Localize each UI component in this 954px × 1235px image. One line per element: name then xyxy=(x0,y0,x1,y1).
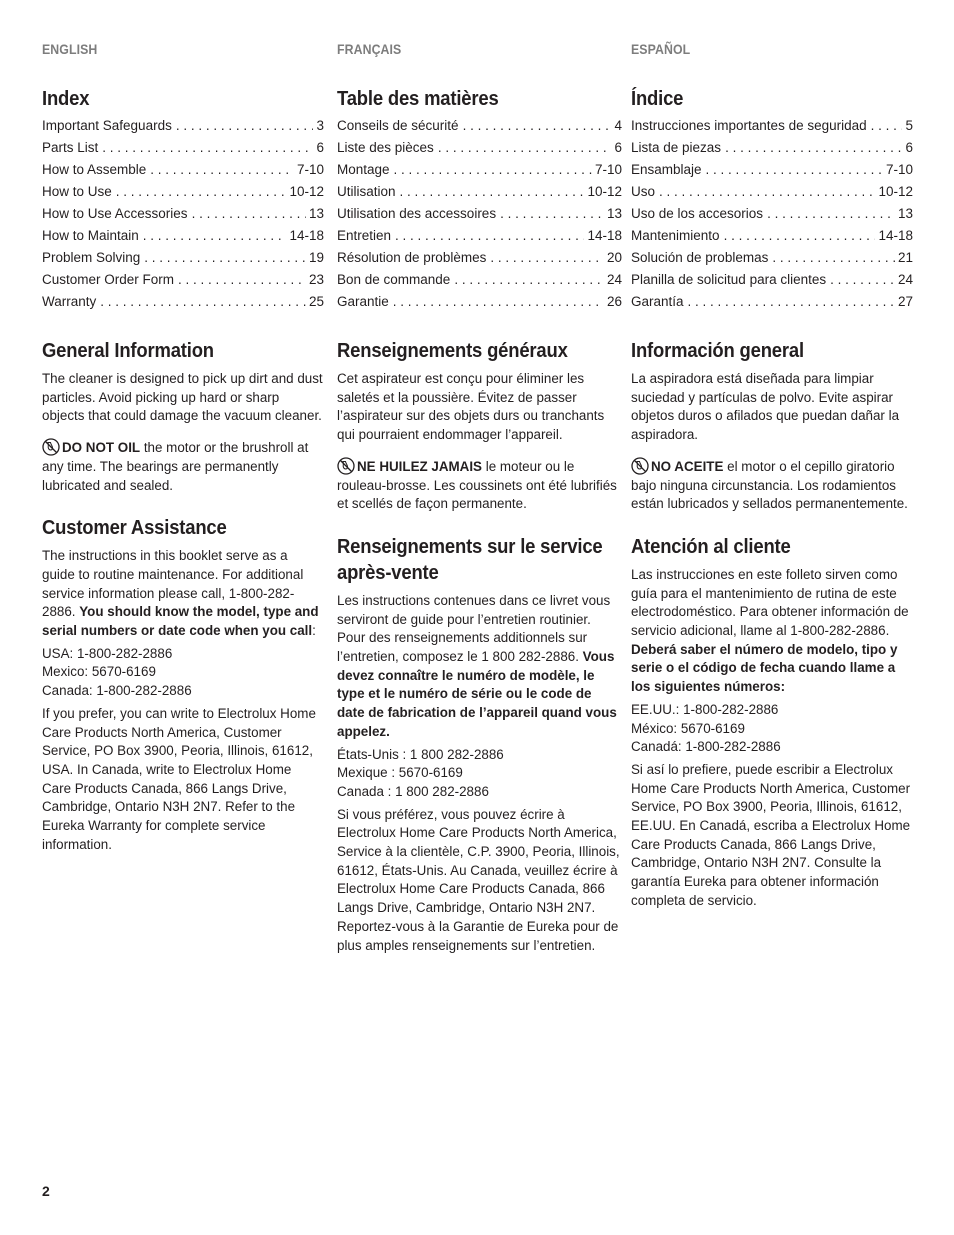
toc-item[interactable]: Warranty . . . 25 xyxy=(42,291,324,313)
section-title: Información general xyxy=(631,339,804,362)
table-of-contents xyxy=(42,115,324,313)
general-information-section xyxy=(42,338,324,495)
phone-list: EE.UU.: 1-800-282-2886 México: 5670-6169 Canadá: 1-800-282-2886 xyxy=(631,701,781,755)
toc-item[interactable]: How to Use . . . 10-12 xyxy=(42,181,324,203)
section-title: Atención al cliente xyxy=(631,534,791,558)
toc-item[interactable]: Important Safeguards . . . 3 xyxy=(42,115,324,137)
toc-item[interactable]: Mantenimiento . . . 14-18 xyxy=(631,225,913,247)
section-title: Renseignements généraux xyxy=(337,339,568,362)
toc-item[interactable]: Uso . . . 10-12 xyxy=(631,181,913,203)
column-english xyxy=(42,38,324,866)
customer-assistance-section xyxy=(337,534,622,955)
index-title: Table des matières xyxy=(337,87,499,110)
toc-item[interactable]: Garantie . . . 26 xyxy=(337,291,622,313)
column-french xyxy=(337,38,622,967)
toc-item[interactable]: Solución de problemas . . . 21 xyxy=(631,247,913,269)
table-of-contents xyxy=(631,115,913,313)
column-spanish xyxy=(631,38,913,923)
phone-list: USA: 1-800-282-2886 Mexico: 5670-6169 Canada: 1-800-282-2886 xyxy=(42,645,192,699)
oil-warning: NE HUILEZ JAMAIS le moteur ou le rouleau-brosse. Les coussinets ont été lubrifiés et scellés de façon permanente. xyxy=(337,458,617,512)
general-information-section xyxy=(631,338,913,514)
oil-warning: DO NOT OIL the motor or the brushroll at any time. The bearings are permanently lubricated and sealed. xyxy=(42,440,309,493)
toc-item[interactable]: Customer Order Form . . . 23 xyxy=(42,269,324,291)
toc-item[interactable]: Lista de piezas . . . 6 xyxy=(631,137,913,159)
section-title: Renseignements sur le service après-vente xyxy=(337,534,603,584)
general-text: The cleaner is designed to pick up dirt and dust particles. Avoid picking up hard or sharp objects that could damage the vacuum cleaner. xyxy=(42,371,323,424)
general-text: Cet aspirateur est conçu pour éliminer les saletés et la poussière. Évitez de passer l’aspirateur sur des objets durs ou tranchants qui pourraient endommager l’appareil. xyxy=(337,371,605,443)
toc-item[interactable]: Conseils de sécurité . . . 4 xyxy=(337,115,622,137)
write-text: Si vous préférez, vous pouvez écrire à Electrolux Home Care Products North America, Service à la clientèle, C.P. 3900, Peoria, Illinois, 61612, États-Unis. Au Canada, veuillez écrire à Electrolux Home Care Products Canada, 866 Langs Drive, Cambridge, Ontario N3H 2N7. Reportez-vous à la Garantie de Eureka pour de plus amples renseignements sur l’entretien. xyxy=(337,806,620,953)
index-title: Índice xyxy=(631,87,684,110)
toc-item[interactable]: How to Maintain . . . 14-18 xyxy=(42,225,324,247)
general-information-section xyxy=(337,338,622,514)
customer-assistance-section xyxy=(631,534,913,911)
no-oil-icon xyxy=(631,457,649,475)
toc-item[interactable]: Uso de los accesorios . . . 13 xyxy=(631,203,913,225)
customer-assistance-section xyxy=(42,515,324,854)
oil-warning: NO ACEITE el motor o el cepillo giratorio bajo ninguna circunstancia. Los rodamientos están lubricados y sellados permanentemente. xyxy=(631,458,908,512)
no-oil-icon xyxy=(337,457,355,475)
toc-item[interactable]: How to Use Accessories . . . 13 xyxy=(42,203,324,225)
language-label: FRANÇAIS xyxy=(337,41,402,57)
toc-item[interactable]: Utilisation . . . 10-12 xyxy=(337,181,622,203)
toc-item[interactable]: How to Assemble . . . 7-10 xyxy=(42,159,324,181)
toc-item[interactable]: Instrucciones importantes de seguridad . . . 5 xyxy=(631,115,913,137)
toc-item[interactable]: Bon de commande . . . 24 xyxy=(337,269,622,291)
language-label: ENGLISH xyxy=(42,41,98,57)
section-title: General Information xyxy=(42,339,214,362)
service-text: Las instrucciones en este folleto sirven como guía para el mantenimiento de rutina de este electrodoméstico. Para obtener información de servicio adicional, llame al 1-800-282-2886. Deberá saber el número de modelo, tipo y serie o el código de fecha cuando llame a los siguientes números: xyxy=(631,566,909,695)
toc-item[interactable]: Planilla de solicitud para clientes . . . 24 xyxy=(631,269,913,291)
section-title: Customer Assistance xyxy=(42,516,227,540)
page-number: 2 xyxy=(42,1183,50,1199)
toc-item[interactable]: Ensamblaje . . . 7-10 xyxy=(631,159,913,181)
toc-item[interactable]: Résolution de problèmes . . . 20 xyxy=(337,247,622,269)
phone-list: États-Unis : 1 800 282-2886 Mexique : 5670-6169 Canada : 1 800 282-2886 xyxy=(337,746,504,799)
service-text: The instructions in this booklet serve as a guide to routine maintenance. For additional service information please call, 1-800-282-2886. You should know the model, type and serial numbers or date code when you call: xyxy=(42,548,319,639)
language-label: ESPAÑOL xyxy=(631,41,691,57)
write-text: Si así lo prefiere, puede escribir a Electrolux Home Care Products North America, Customer Service, PO Box 3900, Peoria, Illinois, 61612, EE.UU. En Canadá, escriba a Electrolux Home Care Products Canada, 866 Langs Drive, Cambridge, Ontario N3H 2N7. Consulte la garantía Eureka para obtener información completa de servicio. xyxy=(631,761,911,908)
table-of-contents xyxy=(337,115,622,313)
toc-item[interactable]: Montage . . . 7-10 xyxy=(337,159,622,181)
toc-item[interactable]: Parts List . . . 6 xyxy=(42,137,324,159)
toc-item[interactable]: Problem Solving . . . 19 xyxy=(42,247,324,269)
toc-item[interactable]: Garantía . . . 27 xyxy=(631,291,913,313)
toc-item[interactable]: Utilisation des accessoires . . . 13 xyxy=(337,203,622,225)
write-text: If you prefer, you can write to Electrolux Home Care Products North America, Customer Service, PO Box 3900, Peoria, Illinois, 61612, USA. In Canada, write to Electrolux Home Care Products Canada, 866 Langs Drive, Cambridge, Ontario N3H 2N7. Refer to the Eureka Warranty for complete service information. xyxy=(42,705,316,852)
toc-item[interactable]: Liste des pièces . . . 6 xyxy=(337,137,622,159)
general-text: La aspiradora está diseñada para limpiar suciedad y partículas de polvo. Evite aspirar objetos duros o afilados que puedan dañar la aspiradora. xyxy=(631,371,900,443)
service-text: Les instructions contenues dans ce livret vous serviront de guide pour l’entretien routinier. Pour des renseignements additionnels sur l’entretien, composez le 1 800 282-2886. Vous devez connaître le numéro de modèle, le type et le numéro de série ou le code de date de fabrication de l’appareil quand vous appelez. xyxy=(337,592,617,739)
toc-item[interactable]: Entretien . . . 14-18 xyxy=(337,225,622,247)
no-oil-icon xyxy=(42,438,60,456)
index-title: Index xyxy=(42,87,90,110)
